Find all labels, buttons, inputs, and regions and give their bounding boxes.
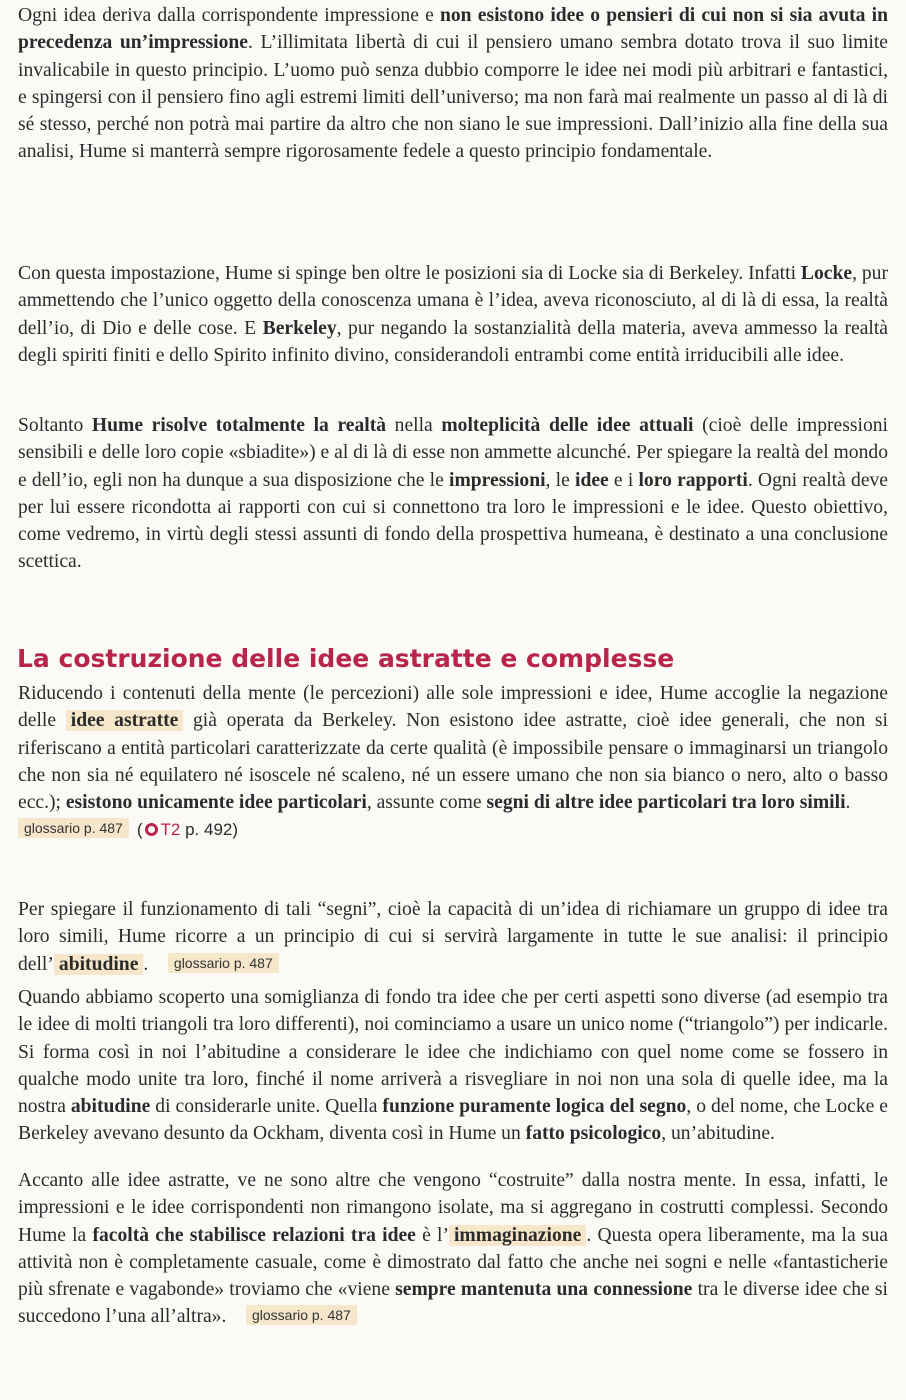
- text-span: e i: [608, 469, 639, 491]
- text-span: è l’: [415, 1224, 449, 1246]
- bold-term: Berkeley: [262, 317, 337, 339]
- text-span: Soltanto: [18, 415, 92, 436]
- text-span: , assunte come: [366, 792, 487, 814]
- bold-term: segni di altre idee particolari tra loro simili: [486, 792, 846, 814]
- bold-term: non esistono idee o pensieri di cui non si sia avuta in precedenza un’impressione: [18, 5, 888, 54]
- bold-term: fatto psicologico: [525, 1123, 662, 1145]
- text-span: Accanto alle idee astratte, ve ne sono altre che vengono “costruite” dalla nostra mente. In essa, infatti, le impressioni e le idee corrispondenti non rimangono isolate, ma si aggregano in costrutti complessi. Secondo Hume la: [18, 1170, 888, 1246]
- text-span: Con questa impostazione, Hume si spinge ben oltre le posizioni sia di Locke sia di Berkeley. Infatti: [18, 263, 801, 284]
- paragraph-imagination: [18, 1167, 888, 1331]
- text-span: , o del nome, che Locke e Berkeley avevano desunto da Ockham, diventa così in Hume un: [18, 1096, 889, 1145]
- paragraph-locke-berkeley: [18, 260, 888, 369]
- text-span: tra le diverse idee che si succedono l’una all’altra».: [18, 1279, 889, 1328]
- text-span: Riducendo i contenuti della mente (le percezioni) alle sole impressioni e idee, Hume accoglie la negazione delle: [18, 683, 888, 732]
- glossary-term-immaginazione[interactable]: immaginazione: [449, 1225, 586, 1246]
- text-span: di considerarle unite. Quella: [150, 1096, 383, 1118]
- bold-term: molteplicità delle idee attuali: [441, 415, 694, 436]
- text-span: .: [143, 953, 149, 975]
- text-ref-icon: [145, 823, 158, 836]
- glossary-link[interactable]: glossario p. 487: [168, 953, 279, 973]
- text-span: , le: [545, 469, 575, 491]
- bold-term: loro rapporti: [638, 469, 748, 491]
- text-reference-link[interactable]: [137, 820, 238, 839]
- text-span: . L’illimitata libertà di cui il pensiero umano sembra dotato trova il suo limite invalicabile in questo principio. L’uomo può senza dubbio comporre le idee nei modi più arbitrari e fantastici, e spingersi con il pensiero fino agli estremi limiti dell’universo; ma non farà mai realmente un passo al di là di sé stesso, perché non potrà mai partire da altro che non siano le sue impressioni. Dall’inizio alla fine della sua analisi, Hume si manterrà sempre rigorosamente fedele a questo principio fondamentale.: [18, 32, 888, 163]
- text-span: , pur negando la sostanzialità della materia, aveva ammesso la realtà degli spiriti finiti e dello Spirito infinito divino, considerandoli entrambi come entità irriducibili alle idee.: [18, 317, 888, 366]
- text-span: già operata da Berkeley. Non esistono idee astratte, cioè idee generali, che non si riferiscano a entità particolari caratterizzate da certe qualità (è impossibile pensare o immaginarsi un triangolo che non sia né equilatero né isoscele né scaleno, né un essere umano che non sia bianco o nero, alto o basso ecc.);: [18, 710, 889, 814]
- paragraph-sign-function: [18, 984, 888, 1148]
- paragraph-abstract-ideas: [18, 680, 888, 844]
- bold-term: sempre mantenuta una connessione: [395, 1279, 693, 1301]
- glossary-link[interactable]: glossario p. 487: [18, 818, 129, 838]
- ref-code: T2: [160, 820, 181, 840]
- text-span: Quando abbiamo scoperto una somiglianza di fondo tra idee che per certi aspetti sono diverse (ad esempio tra le idee di molti triangoli tra loro differenti), noi cominciamo a usare un unico nome (“triangolo”) per indicarle. Si forma così in noi l’abitudine a considerare le idee che indichiamo con quel nome come se fossero in qualche modo unite tra loro, finché il nome arriverà a risvegliare in noi non una sola di quelle idee, ma la nostra: [18, 987, 888, 1118]
- section-heading: La costruzione delle idee astratte e complesse: [17, 644, 675, 673]
- text-span: nella: [386, 415, 442, 436]
- bold-term: esistono unicamente idee particolari: [65, 792, 367, 814]
- glossary-term-idee-astratte[interactable]: idee astratte: [66, 710, 184, 731]
- text-span: , un’abitudine.: [661, 1123, 775, 1145]
- text-span: Per spiegare il funzionamento di tali “segni”, cioè la capacità di un’idea di richiamare un gruppo di idee tra loro simili, Hume ricorre a un principio di cui si servirà largamente in tutte le sue analisi: il principio dell’: [18, 899, 888, 975]
- paragraph-impressions-principle: [18, 2, 888, 166]
- ref-page: p. 492): [180, 820, 239, 840]
- text-span: (cioè delle impressioni sensibili e delle loro copie «sbiadite») e al di là di esse non ammette alcunché. Per spiegare la realtà del mondo e dell’io, egli non ha dunque a sua disposizione che le: [18, 415, 888, 491]
- bold-term: impressioni: [449, 469, 546, 491]
- ref-paren: (: [136, 820, 143, 840]
- paragraph-habit-principle: [18, 896, 888, 978]
- text-span: .: [845, 792, 851, 814]
- glossary-term-abitudine[interactable]: abitudine: [54, 954, 144, 975]
- bold-term: Locke: [800, 263, 853, 284]
- text-span: Ogni idea deriva dalla corrispondente impressione e: [18, 5, 440, 26]
- glossary-link[interactable]: glossario p. 487: [246, 1305, 357, 1325]
- bold-term: abitudine: [70, 1096, 151, 1118]
- bold-term: idee: [575, 469, 609, 491]
- text-span: , pur ammettendo che l’unico oggetto della conoscenza umana è l’idea, aveva riconosciuto, al di là di essa, la realtà dell’io, di Dio e delle cose. E: [18, 263, 888, 339]
- bold-term: Hume risolve totalmente la realtà: [91, 415, 387, 436]
- bold-term: facoltà che stabilisce relazioni tra idee: [92, 1224, 416, 1246]
- bold-term: funzione puramente logica del segno: [382, 1096, 687, 1118]
- text-span: . Ogni realtà deve per lui essere ricondotta ai rapporti con cui si connettono tra loro le impressioni e le idee. Questo obiettivo, come vedremo, in virtù degli stessi assunti di fondo della prospettiva humeana, è destinato a una conclusione scettica.: [18, 469, 889, 573]
- paragraph-hume-reality: [18, 412, 888, 576]
- text-span: . Questa opera liberamente, ma la sua attività non è completamente casuale, come è dimostrato dal fatto che anche nei sogni e nelle «fantasticherie più sfrenate e vagabonde» troviamo che «viene: [18, 1224, 888, 1301]
